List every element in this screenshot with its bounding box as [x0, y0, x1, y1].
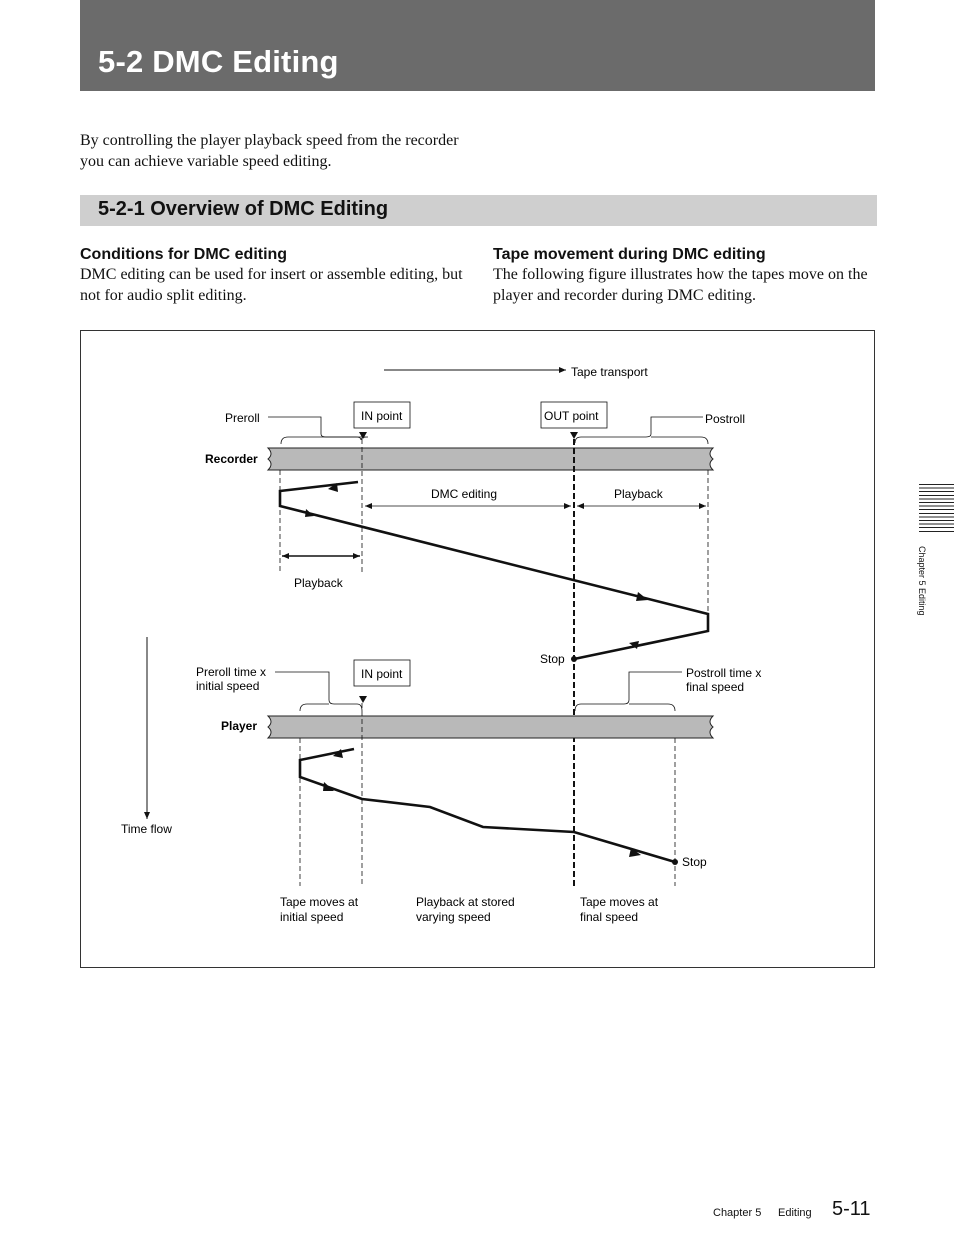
tape-movement-column: [493, 245, 878, 306]
bottom-caption-1a: Tape moves at: [280, 895, 359, 909]
tape-movement-heading: Tape movement during DMC editing: [493, 246, 766, 263]
player-tape: [268, 716, 713, 738]
bottom-caption-3a: Tape moves at: [580, 895, 659, 909]
in-point-label-player: IN point: [361, 667, 403, 681]
recorder-playback-label: Playback: [614, 487, 663, 501]
recorder-path-arrow-3: [636, 592, 648, 601]
bottom-caption-2a: Playback at stored: [416, 895, 515, 909]
conditions-column: [80, 245, 465, 306]
bottom-caption-3b: final speed: [580, 910, 639, 924]
preroll-bracket: [268, 417, 361, 440]
time-flow-label: Time flow: [121, 822, 172, 836]
recorder-tape-path: [280, 482, 708, 659]
postroll-label: Postroll: [705, 412, 746, 426]
preroll-time-label-1: Preroll time x: [196, 665, 267, 679]
player-stop-label: Stop: [682, 855, 707, 869]
player-label: Player: [221, 719, 258, 733]
recorder-stop-label: Stop: [540, 652, 565, 666]
footer-section: Editing: [778, 1207, 812, 1219]
player-postroll-bracket: [575, 672, 682, 711]
preroll-time-label-2: initial speed: [196, 679, 260, 693]
conditions-heading: Conditions for DMC editing: [80, 246, 288, 263]
out-point-label: OUT point: [544, 409, 599, 423]
player-preroll-bracket: [275, 672, 362, 711]
postroll-time-label-2: final speed: [686, 680, 745, 694]
recorder-stop-dot: [571, 656, 577, 662]
preroll-label: Preroll: [225, 411, 260, 425]
dmc-figure: [80, 330, 875, 968]
bottom-caption-1b: initial speed: [280, 910, 344, 924]
player-path-arrow-2: [323, 782, 334, 791]
chapter-title: 5-2 DMC Editing: [98, 44, 339, 79]
intro-paragraph: By controlling the player playback speed from the recorder you can achieve variable speed editing.: [80, 132, 459, 170]
in-point-label-recorder: IN point: [361, 409, 403, 423]
tape-movement-body: The following figure illustrates how the tapes move on the player and recorder during DMC editing.: [493, 266, 868, 304]
tape-transport-label: Tape transport: [571, 365, 648, 379]
section-bar: [80, 195, 877, 226]
preroll-playback-label: Playback: [294, 576, 343, 590]
bottom-caption-2b: varying speed: [416, 910, 491, 924]
footer-chapter: Chapter 5: [713, 1207, 762, 1219]
player-stop-dot: [672, 859, 678, 865]
section-title: 5-2-1 Overview of DMC Editing: [98, 198, 389, 220]
dmc-diagram: [81, 331, 874, 967]
dmc-editing-label: DMC editing: [431, 487, 498, 501]
conditions-body: DMC editing can be used for insert or assemble editing, but not for audio split editing.: [80, 266, 463, 304]
postroll-time-label-1: Postroll time x: [686, 666, 762, 680]
page-number: 5-11: [832, 1198, 871, 1220]
preroll-brace: [281, 437, 368, 444]
recorder-tape: [268, 448, 713, 470]
player-tape-path: [300, 749, 675, 862]
chapter-banner: [80, 0, 875, 91]
recorder-label: Recorder: [205, 452, 258, 466]
chapter-tab-label: Chapter 5 Editing: [917, 546, 927, 616]
chapter-tab-marks: [919, 484, 954, 534]
in-point-marker-player: [359, 696, 367, 703]
